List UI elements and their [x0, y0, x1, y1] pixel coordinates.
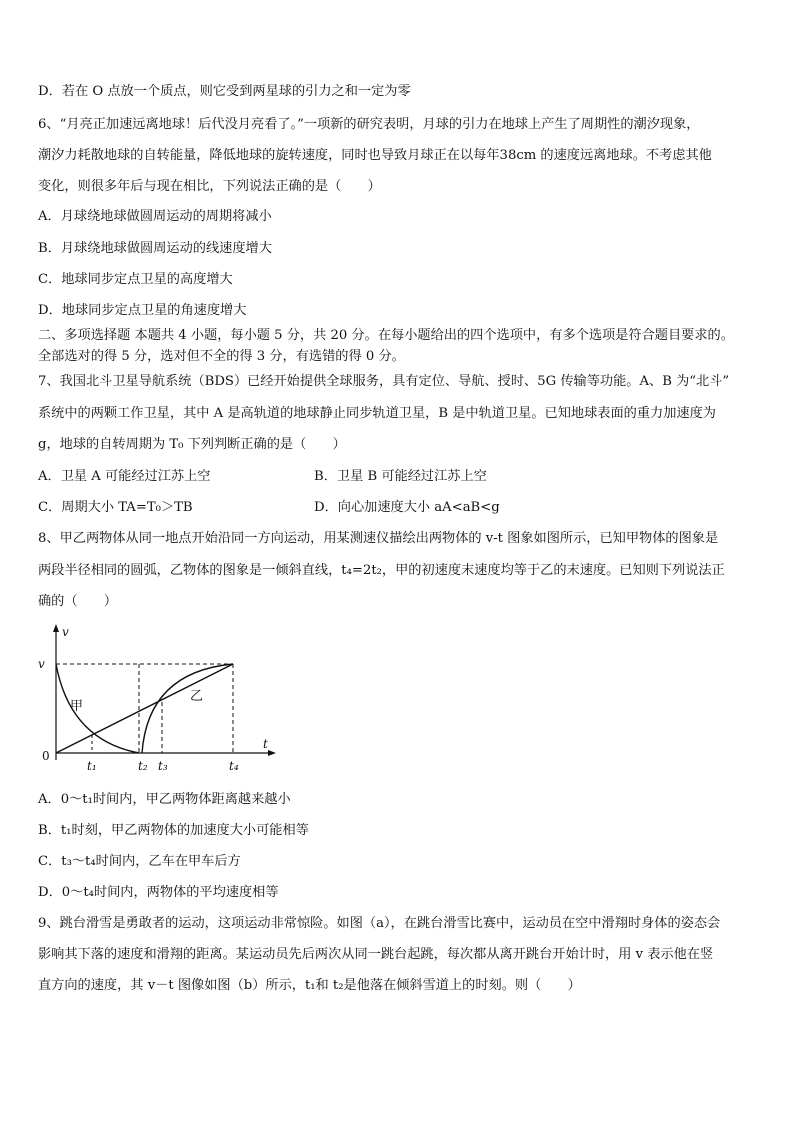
q6-option-a: A．月球绕地球做圆周运动的周期将减小	[38, 209, 272, 224]
q7-option-c: C．周期大小 TA=T₀＞TB	[38, 500, 193, 515]
q7-option-d: D．向心加速度大小 aA<aB<g	[314, 500, 500, 515]
x-axis-arrow	[268, 750, 276, 756]
jia-arc-2	[142, 664, 233, 753]
jia-arc-1	[56, 664, 139, 753]
q6-stem-line2: 潮汐力耗散地球的自转能量，降低地球的旋转速度，同时也导致月球正在以每年38cm 的速度远离地球。不考虑其他	[38, 148, 712, 163]
y-axis-arrow	[53, 624, 59, 632]
t3-label: t₃	[158, 759, 168, 773]
q9-stem-line1: 9、跳台滑雪是勇敢者的运动，这项运动非常惊险。如图（a），在跳台滑雪比赛中，运动员在空中滑翔时身体的姿态会	[38, 916, 721, 931]
origin-label: 0	[42, 749, 50, 763]
section2-header-line1: 二、多项选择题 本题共 4 小题，每小题 5 分，共 20 分。在每小题给出的四个选项中，有多个选项是符合题目要求的。	[38, 328, 734, 343]
q7-option-b: B．卫星 B 可能经过江苏上空	[314, 469, 487, 484]
q8-option-d: D．0～t₄时间内，两物体的平均速度相等	[38, 885, 279, 900]
q7-stem-line1: 7、我国北斗卫星导航系统（BDS）已经开始提供全球服务，具有定位、导航、授时、5G 传输等功能。A、B 为“北斗”	[38, 374, 730, 389]
t1-label: t₁	[87, 759, 97, 773]
q8-stem-line1: 8、甲乙两物体从同一地点开始沿同一方向运动，用某测速仪描绘出两物体的 v-t 图象如图所示，已知甲物体的图象是	[38, 531, 719, 546]
v-tick-label: v	[38, 657, 45, 671]
q8-vt-graph	[30, 620, 290, 780]
q6-option-b: B．月球绕地球做圆周运动的线速度增大	[38, 241, 272, 256]
q6-stem-line1: 6、“月亮正加速远离地球！后代没月亮看了。”一项新的研究表明，月球的引力在地球上产生了周期性的潮汐现象，	[38, 117, 700, 132]
q8-option-b: B．t₁时刻，甲乙两物体的加速度大小可能相等	[38, 823, 309, 838]
x-axis-label: t	[263, 737, 268, 751]
section2-header-line2: 全部选对的得 5 分，选对但不全的得 3 分，有选错的得 0 分。	[38, 349, 405, 364]
q8-stem-line3: 确的（ ）	[38, 594, 118, 609]
q6-option-c: C．地球同步定点卫星的高度增大	[38, 272, 233, 287]
q7-stem-line2: 系统中的两颗工作卫星，其中 A 是高轨道的地球静止同步轨道卫星，B 是中轨道卫星。已知地球表面的重力加速度为	[38, 406, 716, 421]
q7-stem-line3: g，地球的自转周期为 T₀ 下列判断正确的是（ ）	[38, 437, 346, 452]
q8-option-c: C．t₃～t₄时间内，乙车在甲车后方	[38, 854, 241, 869]
jia-label: 甲	[70, 699, 84, 714]
q8-option-a: A．0～t₁时间内，甲乙两物体距离越来越小	[38, 792, 291, 807]
q6-stem-line3: 变化，则很多年后与现在相比，下列说法正确的是（ ）	[38, 179, 381, 194]
q9-stem-line3: 直方向的速度，其 v－t 图像如图（b）所示，t₁和 t₂是他落在倾斜雪道上的时刻。则（ ）	[38, 978, 581, 993]
q7-option-a: A．卫星 A 可能经过江苏上空	[38, 469, 211, 484]
t4-label: t₄	[229, 759, 239, 773]
q6-option-d: D．地球同步定点卫星的角速度增大	[38, 303, 247, 318]
q9-stem-line2: 影响其下落的速度和滑翔的距离。某运动员先后两次从同一跳台起跳，每次都从离开跳台开始计时，用 v 表示他在竖	[38, 947, 714, 962]
y-axis-label: v	[62, 625, 69, 639]
yi-label: 乙	[190, 689, 204, 704]
q8-stem-line2: 两段半径相同的圆弧，乙物体的图象是一倾斜直线，t₄=2t₂，甲的初速度末速度均等于乙的末速度。已知则下列说法正	[38, 563, 725, 578]
t2-label: t₂	[138, 759, 148, 773]
q5-option-d: D．若在 O 点放一个质点，则它受到两星球的引力之和一定为零	[38, 84, 411, 99]
